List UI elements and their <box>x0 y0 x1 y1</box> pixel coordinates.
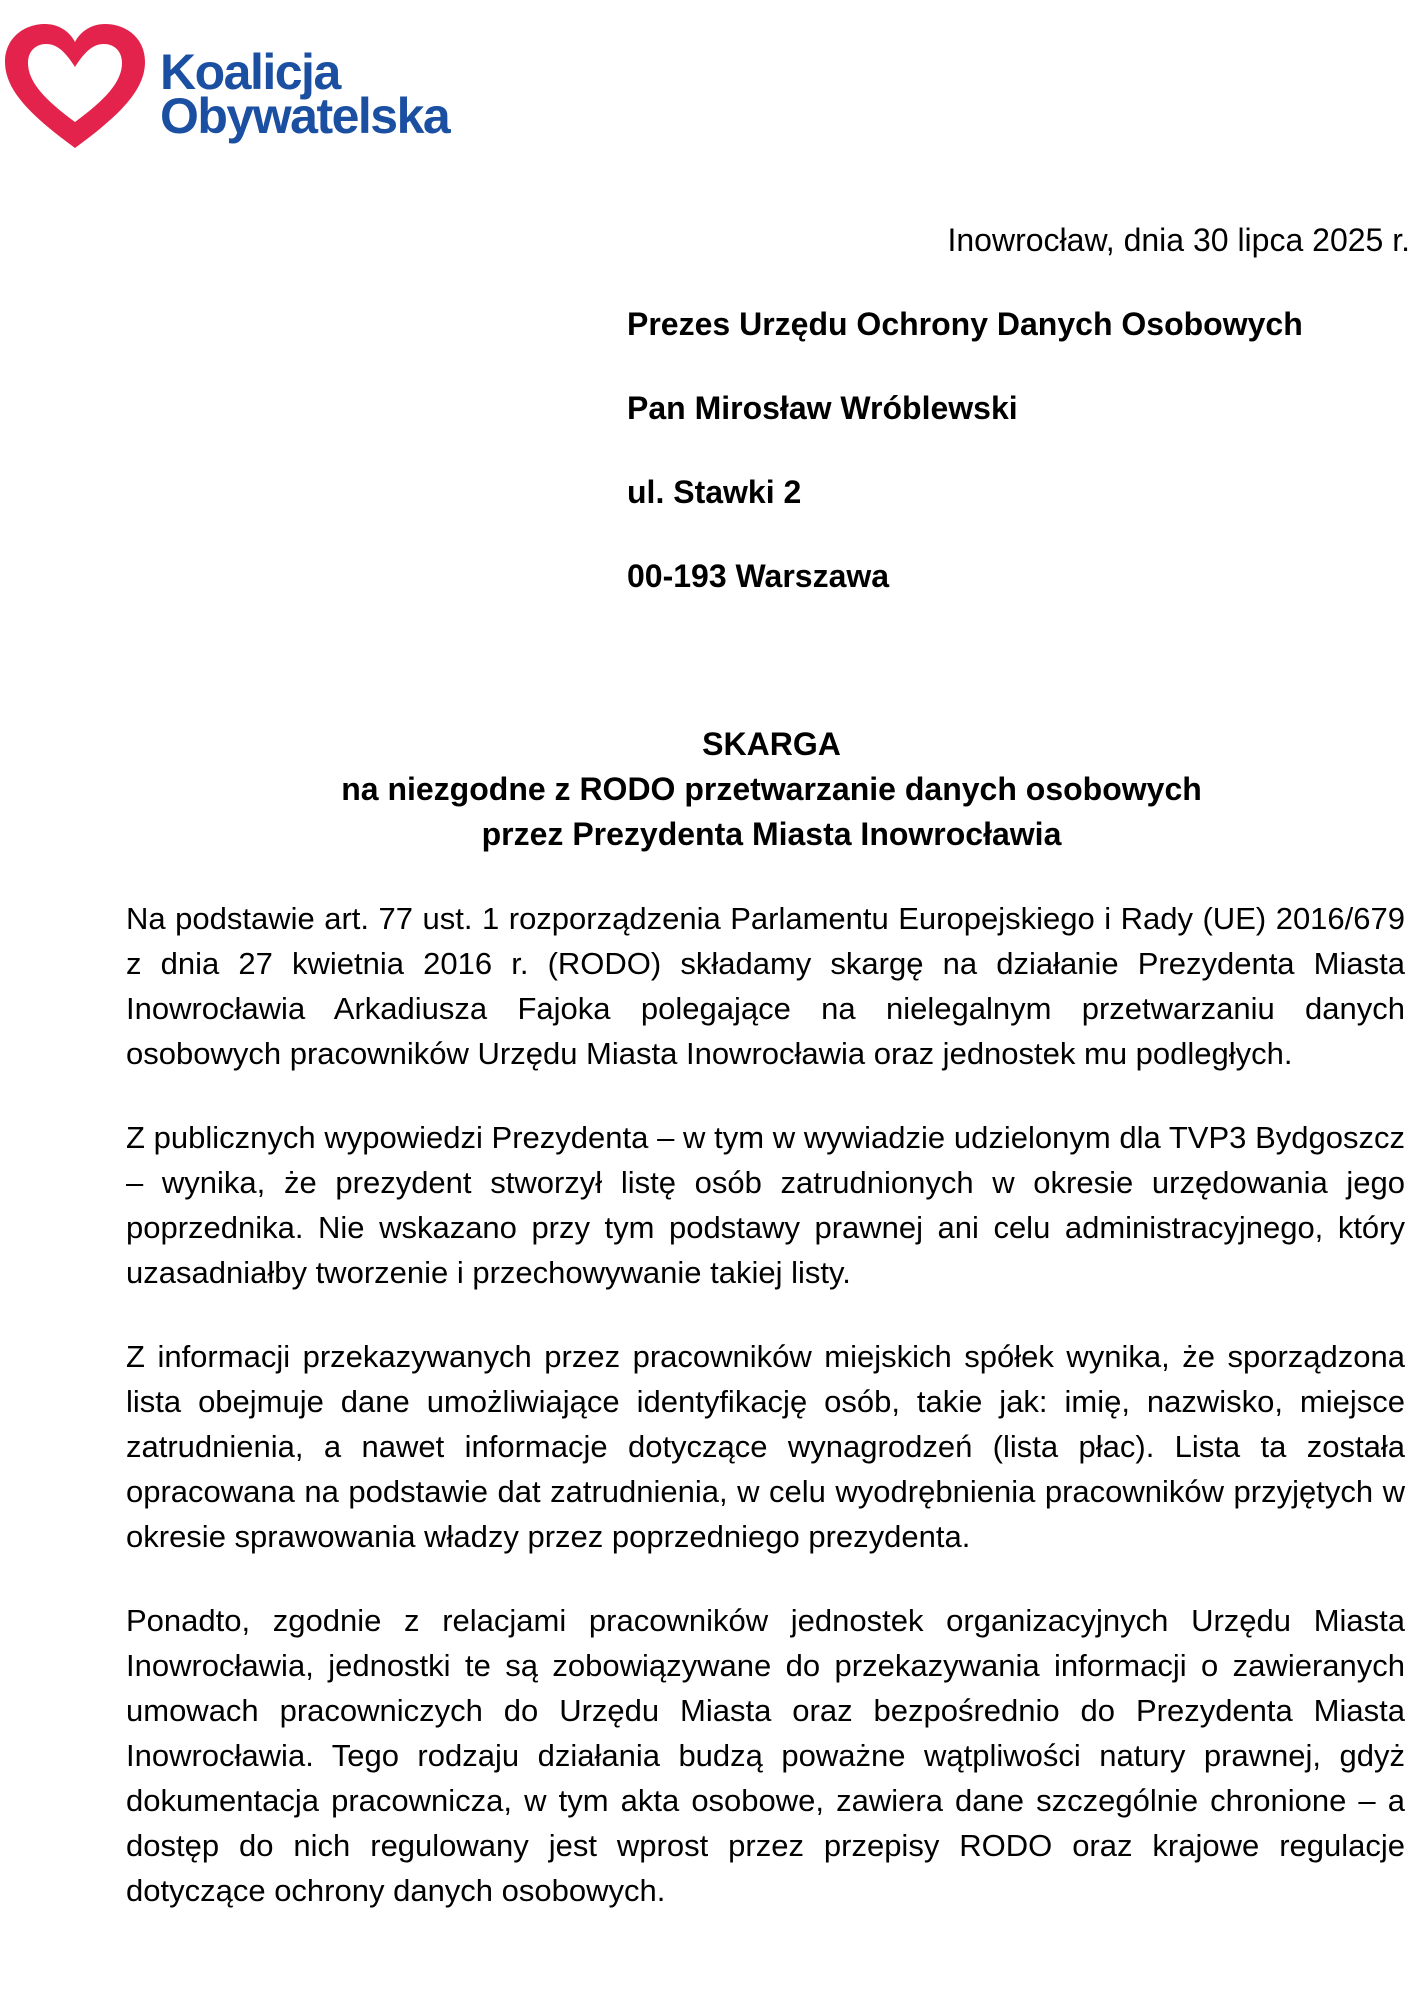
title-line-2: na niezgodne z RODO przetwarzanie danych osobowych <box>341 771 1202 807</box>
paragraph-4: Ponadto, zgodnie z relacjami pracowników jednostek organizacyjnych Urzędu Miasta Inowrocławia, jednostki te są zobowiązywane do przekazywania informacji o zawieranych umowach pracowniczych do Urzędu Miasta oraz bezpośrednio do Prezydenta Miasta Inowrocławia. Tego rodzaju działania budzą poważne wątpliwości natury prawnej, gdyż dokumentacja pracownicza, w tym akta osobowe, zawiera dane szczególnie chronione – a dostęp do nich regulowany jest wprost przez przepisy RODO oraz krajowe regulacje dotyczące ochrony danych osobowych. <box>126 1603 1405 1908</box>
addressee-block <box>627 304 1303 640</box>
logo-line-1: Koalicja <box>160 44 340 100</box>
addressee-office: Prezes Urzędu Ochrony Danych Osobowych <box>627 306 1303 342</box>
letter-date: Inowrocław, dnia 30 lipca 2025 r. <box>947 222 1410 258</box>
paragraph-1: Na podstawie art. 77 ust. 1 rozporządzenia Parlamentu Europejskiego i Rady (UE) 2016/679 z dnia 27 kwietnia 2016 r. (RODO) składamy skargę na działanie Prezydenta Miasta Inowrocławia Arkadiusza Fajoka polegające na nielegalnym przetwarzaniu danych osobowych pracowników Urzędu Miasta Inowrocławia oraz jednostek mu podległych. <box>126 901 1405 1071</box>
title-line-3: przez Prezydenta Miasta Inowrocławia <box>481 816 1062 852</box>
koalicja-obywatelska-logo <box>0 20 500 160</box>
heart-icon <box>0 20 150 160</box>
logo-line-2: Obywatelska <box>160 88 450 144</box>
title-line-1: SKARGA <box>702 726 841 762</box>
paragraph-3: Z informacji przekazywanych przez pracowników miejskich spółek wynika, że sporządzona lista obejmuje dane umożliwiające identyfikację osób, takie jak: imię, nazwisko, miejsce zatrudnienia, a nawet informacje dotyczące wynagrodzeń (lista płac). Lista ta została opracowana na podstawie dat zatrudnienia, w celu wyodrębnienia pracowników przyjętych w okresie sprawowania władzy przez poprzedniego prezydenta. <box>126 1339 1405 1554</box>
letter-body <box>126 896 1405 1952</box>
addressee-name: Pan Mirosław Wróblewski <box>627 390 1018 426</box>
logo-wordmark <box>160 44 450 144</box>
document-title <box>0 722 1423 857</box>
addressee-city: 00-193 Warszawa <box>627 558 890 594</box>
addressee-street: ul. Stawki 2 <box>627 474 802 510</box>
paragraph-2: Z publicznych wypowiedzi Prezydenta – w tym w wywiadzie udzielonym dla TVP3 Bydgoszcz – wynika, że prezydent stworzył listę osób zatrudnionych w okresie urzędowania jego poprzednika. Nie wskazano przy tym podstawy prawnej ani celu administracyjnego, który uzasadniałby tworzenie i przechowywanie takiej listy. <box>126 1120 1405 1290</box>
